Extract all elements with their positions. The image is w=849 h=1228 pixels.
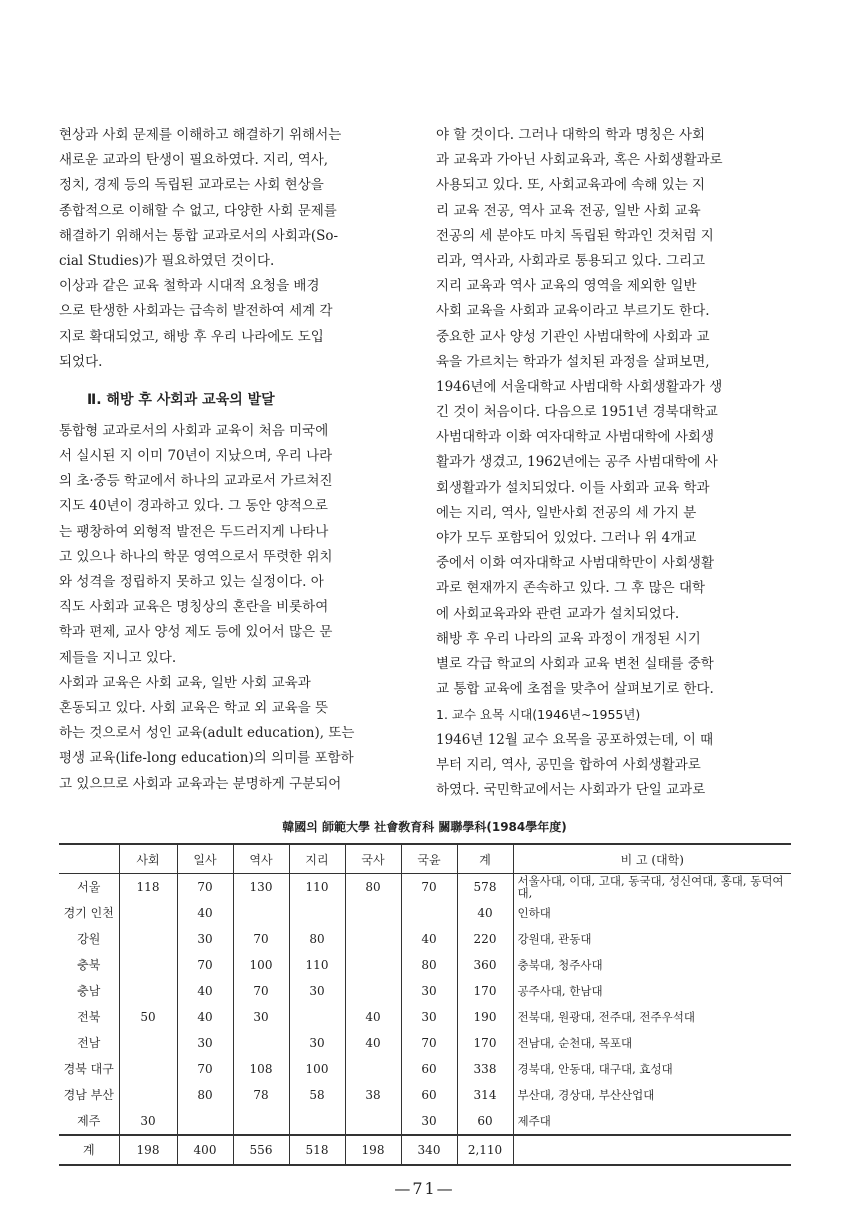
table-cell	[345, 978, 401, 1004]
table-cell	[289, 900, 345, 926]
table-caption: 韓國의 師範大學 社會敎育科 關聯學科(1984學年度)	[282, 820, 567, 834]
data-table	[59, 843, 791, 1166]
table-cell: 578	[457, 874, 513, 901]
text-line: 평생 교육(life-long education)의 의미를 포함하	[59, 750, 354, 767]
table-cell	[345, 900, 401, 926]
table-cell: 30	[233, 1004, 289, 1030]
row-label: 경기 인천	[63, 906, 114, 920]
text-line: 이상과 같은 교육 철학과 시대적 요청을 배경	[59, 278, 320, 295]
text-line: 제들을 지니고 있다.	[59, 649, 177, 666]
table-cell: 110	[289, 874, 345, 901]
table-cell	[345, 1056, 401, 1082]
table-cell: 40	[401, 926, 457, 952]
row-label: 경북 대구	[63, 1062, 114, 1076]
text-line: 사용되고 있다. 또, 사회교육과에 속해 있는 지	[436, 177, 706, 194]
remarks-cell: 충북대, 청주사대	[513, 952, 791, 978]
table-cell: 80	[177, 1082, 233, 1108]
table-cell: 108	[233, 1056, 289, 1082]
table-row	[59, 1082, 791, 1108]
text-line: cial Studies)가 필요하였던 것이다.	[59, 252, 275, 269]
table-cell: 30	[401, 978, 457, 1004]
total-cell	[513, 1135, 791, 1165]
column-header: 비 고 (대학)	[513, 844, 791, 874]
table-cell: 70	[177, 952, 233, 978]
table-row	[59, 1108, 791, 1135]
text-line: 긴 것이 처음이다. 다음으로 1951년 경북대학교	[436, 404, 718, 421]
remarks-cell: 공주사대, 한남대	[513, 978, 791, 1004]
table-cell: 118	[119, 874, 177, 901]
text-line: 에는 지리, 역사, 일반사회 전공의 세 가지 분	[436, 504, 697, 521]
table-cell: 30	[289, 978, 345, 1004]
row-label: 강원	[77, 932, 101, 946]
table-cell: 70	[401, 1030, 457, 1056]
remarks-cell: 전남대, 순천대, 목포대	[513, 1030, 791, 1056]
total-cell: 400	[177, 1135, 233, 1165]
table-cell	[289, 1108, 345, 1135]
row-label: 전남	[77, 1036, 101, 1050]
total-cell: 556	[233, 1135, 289, 1165]
text-line: 1946년 12월 교수 요목을 공포하였는데, 이 때	[436, 731, 714, 748]
column-header: 역사	[233, 844, 289, 874]
table-cell: 338	[457, 1056, 513, 1082]
table-header-row	[59, 844, 791, 874]
table-cell: 40	[177, 900, 233, 926]
text-line: 교 통합 교육에 초점을 맞추어 살펴보기로 한다.	[436, 681, 714, 698]
table-row	[59, 1004, 791, 1030]
text-line: 사회과 교육은 사회 교육, 일반 사회 교육과	[59, 674, 311, 691]
text-line: 1946년에 서울대학교 사범대학 사회생활과가 생	[436, 378, 723, 395]
table-cell: 30	[177, 1030, 233, 1056]
text-line: 와 성격을 정립하지 못하고 있는 실정이다. 아	[59, 574, 324, 590]
table-cell: 70	[177, 1056, 233, 1082]
table-cell	[119, 900, 177, 926]
subsection-heading: 1. 교수 요목 시대(1946년~1955년)	[436, 707, 641, 723]
table-cell: 80	[401, 952, 457, 978]
table-cell: 60	[401, 1082, 457, 1108]
column-header: 지리	[289, 844, 345, 874]
total-label: 계	[59, 1135, 119, 1165]
table-row	[59, 900, 791, 926]
total-cell: 198	[119, 1135, 177, 1165]
text-line: 과로 현재까지 존속하고 있다. 그 후 많은 대학	[436, 580, 706, 597]
table-cell: 30	[289, 1030, 345, 1056]
page-number: —71—	[394, 1179, 455, 1198]
table-cell: 40	[177, 978, 233, 1004]
remarks-cell: 제주대	[513, 1108, 791, 1135]
table-cell: 78	[233, 1082, 289, 1108]
text-line: 중에서 이화 여자대학교 사범대학만이 사회생활	[436, 555, 714, 572]
table-cell: 40	[457, 900, 513, 926]
right-column	[436, 123, 786, 803]
table-row	[59, 978, 791, 1004]
text-line: 혼동되고 있다. 사회 교육은 학교 외 교육을 뜻	[59, 699, 329, 716]
text-line: 종합적으로 이해할 수 없고, 다양한 사회 문제를	[59, 202, 337, 219]
table-cell	[177, 1108, 233, 1135]
text-line: 전공의 세 분야도 마치 독립된 학과인 것처럼 지	[436, 227, 714, 244]
remarks-cell: 부산대, 경상대, 부산산업대	[513, 1082, 791, 1108]
remarks-cell: 서울사대, 이대, 고대, 동국대, 성신여대, 홍대, 동덕여대,	[513, 874, 791, 901]
text-line: 활과가 생겼고, 1962년에는 공주 사범대학에 사	[436, 454, 718, 471]
left-column	[59, 123, 404, 797]
text-line: 학과 편제, 교사 양성 제도 등에 있어서 많은 문	[59, 624, 333, 641]
text-line: 부터 지리, 역사, 공민을 합하여 사회생활과로	[436, 756, 701, 773]
column-header: 계	[457, 844, 513, 874]
text-line: 의 초·중등 학교에서 하나의 교과로서 가르쳐진	[59, 473, 333, 490]
table-cell	[233, 1108, 289, 1135]
text-line: 직도 사회과 교육은 명칭상의 혼란을 비롯하여	[59, 599, 329, 616]
text-line: 지도 40년이 경과하고 있다. 그 동안 양적으로	[59, 498, 328, 515]
text-line: 별로 각급 학교의 사회과 교육 변천 실태를 중학	[436, 655, 714, 672]
text-line: 중요한 교사 양성 기관인 사범대학에 사회과 교	[436, 328, 710, 345]
table-cell: 220	[457, 926, 513, 952]
text-line: 해결하기 위해서는 통합 교과로서의 사회과(So-	[59, 227, 339, 244]
table-cell: 70	[401, 874, 457, 901]
table-cell: 60	[457, 1108, 513, 1135]
text-line: 과 교육과 가아닌 사회교육과, 혹은 사회생활과로	[436, 152, 723, 169]
table-row	[59, 926, 791, 952]
text-line: 야가 모두 포함되어 있었다. 그러나 위 4개교	[436, 530, 697, 546]
table-cell: 100	[233, 952, 289, 978]
total-cell: 2,110	[457, 1135, 513, 1165]
table-cell	[233, 900, 289, 926]
column-header: 사회	[119, 844, 177, 874]
table-cell: 190	[457, 1004, 513, 1030]
column-header: 일사	[177, 844, 233, 874]
table-cell	[345, 952, 401, 978]
table-row	[59, 952, 791, 978]
table-cell: 38	[345, 1082, 401, 1108]
remarks-cell: 인하대	[513, 900, 791, 926]
table-row	[59, 1030, 791, 1056]
row-label: 충북	[77, 958, 101, 972]
text-line: 에 사회교육과와 관련 교과가 설치되었다.	[436, 605, 680, 622]
table-row	[59, 1056, 791, 1082]
text-line: 정치, 경제 등의 독립된 교과로는 사회 현상을	[59, 177, 324, 194]
text-line: 는 팽창하여 외형적 발전은 두드러지게 나타나	[59, 523, 329, 540]
table-cell: 40	[345, 1004, 401, 1030]
text-line: 통합형 교과로서의 사회과 교육이 처음 미국에	[59, 422, 329, 439]
text-line: 으로 탄생한 사회과는 급속히 발전하여 세계 각	[59, 303, 333, 320]
row-label: 경남 부산	[63, 1088, 114, 1102]
text-line: 사회 교육을 사회과 교육이라고 부르기도 한다.	[436, 303, 710, 320]
text-line: 고 있으나 하나의 학문 영역으로서 뚜렷한 위치	[59, 548, 333, 565]
table-cell	[119, 952, 177, 978]
text-line: 회생활과가 설치되었다. 이들 사회과 교육 학과	[436, 479, 710, 496]
row-label: 전북	[77, 1010, 101, 1024]
remarks-cell: 강원대, 관동대	[513, 926, 791, 952]
section-heading: Ⅱ. 해방 후 사회과 교육의 발달	[87, 391, 275, 408]
total-cell: 518	[289, 1135, 345, 1165]
text-line: 지리 교육과 역사 교육의 영역을 제외한 일반	[436, 278, 697, 295]
table-cell	[119, 1056, 177, 1082]
table-cell: 170	[457, 1030, 513, 1056]
text-line: 해방 후 우리 나라의 교육 과정이 개정된 시기	[436, 630, 701, 647]
table-cell: 30	[119, 1108, 177, 1135]
table-cell: 60	[401, 1056, 457, 1082]
table-cell: 170	[457, 978, 513, 1004]
text-line: 사범대학과 이화 여자대학교 사범대학에 사회생	[436, 429, 714, 446]
table-cell: 40	[177, 1004, 233, 1030]
total-cell: 198	[345, 1135, 401, 1165]
table-cell: 314	[457, 1082, 513, 1108]
table-body	[59, 874, 791, 1166]
text-line: 지로 확대되었고, 해방 후 우리 나라에도 도입	[59, 328, 324, 345]
row-label: 충남	[77, 984, 101, 998]
text-line: 현상과 사회 문제를 이해하고 해결하기 위해서는	[59, 127, 342, 143]
table-cell: 30	[401, 1004, 457, 1030]
table-cell: 40	[345, 1030, 401, 1056]
table-cell: 360	[457, 952, 513, 978]
text-line: 서 실시된 지 이미 70년이 지났으며, 우리 나라	[59, 448, 333, 465]
table-cell: 80	[289, 926, 345, 952]
table-cell	[345, 926, 401, 952]
table-cell	[401, 900, 457, 926]
table-cell	[119, 1082, 177, 1108]
row-label: 서울	[77, 880, 101, 894]
table-cell: 70	[233, 926, 289, 952]
total-cell: 340	[401, 1135, 457, 1165]
column-header: 국윤	[401, 844, 457, 874]
column-header: 국사	[345, 844, 401, 874]
text-line: 육을 가르치는 학과가 설치된 과정을 살펴보면,	[436, 353, 710, 370]
table-cell: 50	[119, 1004, 177, 1030]
column-header	[59, 844, 119, 874]
table-cell	[233, 1030, 289, 1056]
total-row	[59, 1135, 791, 1165]
text-line: 하는 것으로서 성인 교육(adult education), 또는	[59, 725, 355, 742]
table-cell: 70	[233, 978, 289, 1004]
table-cell: 58	[289, 1082, 345, 1108]
table-cell	[345, 1108, 401, 1135]
text-line: 하였다. 국민학교에서는 사회과가 단일 교과로	[436, 781, 706, 798]
row-label: 제주	[77, 1114, 101, 1128]
text-line: 되었다.	[59, 353, 103, 370]
table-cell: 110	[289, 952, 345, 978]
text-line: 고 있으므로 사회과 교육과는 분명하게 구분되어	[59, 775, 342, 792]
table-cell: 130	[233, 874, 289, 901]
text-line: 리 교육 전공, 역사 교육 전공, 일반 사회 교육	[436, 202, 701, 219]
table-cell	[119, 926, 177, 952]
table-cell: 80	[345, 874, 401, 901]
table-cell: 30	[401, 1108, 457, 1135]
table-cell: 30	[177, 926, 233, 952]
text-line: 리과, 역사과, 사회과로 통용되고 있다. 그리고	[436, 252, 706, 269]
table-cell: 70	[177, 874, 233, 901]
table-cell	[289, 1004, 345, 1030]
table-cell	[119, 1030, 177, 1056]
table-cell	[119, 978, 177, 1004]
remarks-cell: 전북대, 원광대, 전주대, 전주우석대	[513, 1004, 791, 1030]
table-cell: 100	[289, 1056, 345, 1082]
text-line: 야 할 것이다. 그러나 대학의 학과 명칭은 사회	[436, 127, 706, 143]
remarks-cell: 경북대, 안동대, 대구대, 효성대	[513, 1056, 791, 1082]
table-row	[59, 874, 791, 901]
text-line: 새로운 교과의 탄생이 필요하였다. 지리, 역사,	[59, 152, 329, 169]
